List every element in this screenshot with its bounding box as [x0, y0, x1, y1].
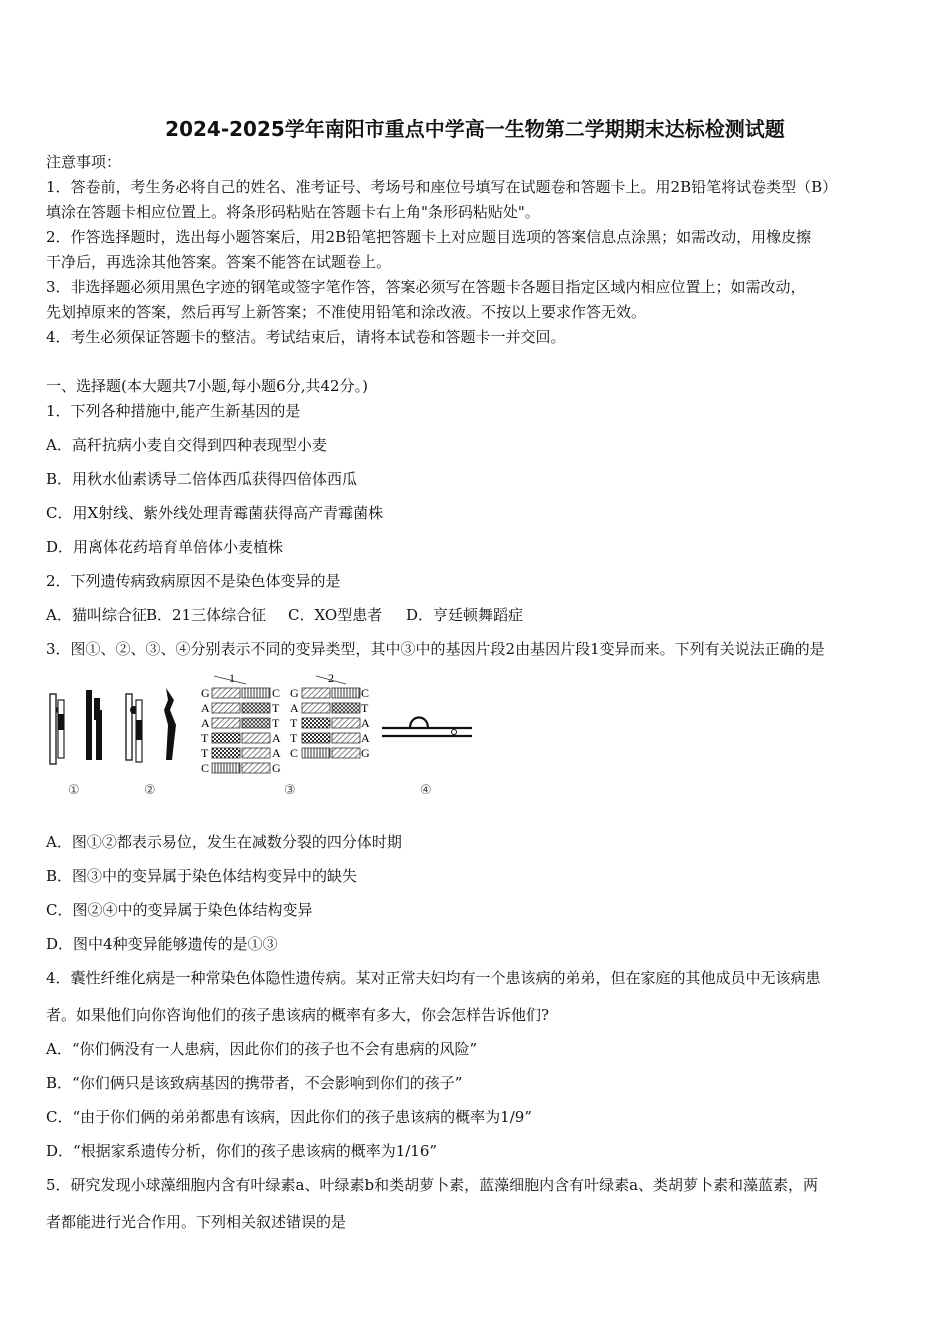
base2-left-5: C — [290, 746, 299, 760]
notice-line-7: 4．考生必须保证答题卡的整洁。考试结束后，请将本试卷和答题卡一并交回。 — [46, 328, 566, 346]
q2-option-c: C．XO型患者 — [288, 606, 383, 624]
q2-option-a: A．猫叫综合征 — [46, 606, 147, 624]
q4-option-c: C．“由于你们俩的弟弟都患有该病，因此你们的孩子患该病的概率为1/9” — [46, 1108, 532, 1126]
base-left-6: C — [201, 761, 210, 775]
base-left-1: G — [201, 686, 210, 700]
q3-option-d: D．图中4种变异能够遗传的是①③ — [46, 935, 278, 953]
base-left-3: A — [201, 716, 210, 730]
q1-option-b: B．用秋水仙素诱导二倍体西瓜获得四倍体西瓜 — [46, 470, 358, 488]
base2-left-3: T — [290, 716, 298, 730]
base-right-3: T — [272, 716, 280, 730]
base-right-5: A — [272, 746, 281, 760]
q4-stem-line-1: 4．囊性纤维化病是一种常染色体隐性遗传病。某对正常夫妇均有一个患该病的弟弟，但在家庭的其他成员中无该病患 — [46, 969, 821, 987]
q1-option-a: A．高秆抗病小麦自交得到四种表现型小麦 — [46, 436, 327, 454]
q5-stem-line-1: 5．研究发现小球藻细胞内含有叶绿素a、叶绿素b和类胡萝卜素，蓝藻细胞内含有叶绿素a、类胡萝卜素和藻蓝素，两 — [46, 1176, 819, 1194]
figure-label-4: ④ — [420, 783, 432, 798]
q1-stem: 1．下列各种措施中,能产生新基因的是 — [46, 402, 301, 420]
q2-option-d: D．亨廷顿舞蹈症 — [406, 606, 524, 624]
q1-option-d: D．用离体花药培育单倍体小麦植株 — [46, 538, 284, 556]
page-title: 2024-2025学年南阳市重点中学高一生物第二学期期末达标检测试题 — [165, 117, 785, 141]
q2-stem: 2．下列遗传病致病原因不是染色体变异的是 — [46, 572, 341, 590]
notice-line-4: 干净后，再选涂其他答案。答案不能答在试题卷上。 — [46, 253, 392, 271]
q5-stem-line-2: 者都能进行光合作用。下列相关叙述错误的是 — [46, 1213, 347, 1231]
q4-option-a: A．“你们俩没有一人患病，因此你们的孩子也不会有患病的风险” — [46, 1040, 478, 1058]
base2-left-1: G — [290, 686, 299, 700]
base2-right-3: A — [361, 716, 370, 730]
q4-option-b: B．“你们俩只是该致病基因的携带者，不会影响到你们的孩子” — [46, 1074, 463, 1092]
q4-stem-line-2: 者。如果他们向你咨询他们的孩子患该病的概率有多大，你会怎样告诉他们? — [46, 1006, 550, 1024]
notice-line-3: 2．作答选择题时，选出每小题答案后，用2B铅笔把答题卡上对应题目选项的答案信息点涂黑；如需改动，用橡皮擦 — [46, 228, 812, 246]
notice-heading: 注意事项： — [46, 153, 122, 171]
base-left-5: T — [201, 746, 209, 760]
chromosome-pair-2 — [126, 688, 176, 762]
notice-line-6: 先划掉原来的答案，然后再写上新答案；不准使用铅笔和涂改液。不按以上要求作答无效。 — [46, 303, 647, 321]
base2-right-1: C — [361, 686, 370, 700]
segment-1-label: 1 — [229, 671, 235, 685]
figure-label-3: ③ — [284, 783, 296, 798]
q4-option-d: D．“根据家系遗传分析，你们的孩子患该病的概率为1/16” — [46, 1142, 438, 1160]
base2-right-4: A — [361, 731, 370, 745]
q3-option-c: C．图②④中的变异属于染色体结构变异 — [46, 901, 313, 919]
base-left-4: T — [201, 731, 209, 745]
base2-left-4: T — [290, 731, 298, 745]
figure-label-1: ① — [68, 783, 80, 798]
q3-stem: 3．图①、②、③、④分别表示不同的变异类型，其中③中的基因片段2由基因片段1变异而来。下列有关说法正确的是 — [46, 640, 825, 658]
section-heading: 一、选择题(本大题共7小题,每小题6分,共42分。) — [46, 377, 368, 395]
base-right-6: G — [272, 761, 281, 775]
q1-option-c: C．用X射线、紫外线处理青霉菌获得高产青霉菌株 — [46, 504, 384, 522]
base2-left-2: A — [290, 701, 299, 715]
base2-right-2: T — [361, 701, 369, 715]
chromosome-pair-1 — [50, 690, 102, 764]
variation-diagram — [46, 670, 476, 802]
q3-option-a: A．图①②都表示易位，发生在减数分裂的四分体时期 — [46, 833, 402, 851]
q3-option-b: B．图③中的变异属于染色体结构变异中的缺失 — [46, 867, 358, 885]
figure-label-2: ② — [144, 783, 156, 798]
base-right-4: A — [272, 731, 281, 745]
variation-figure — [46, 670, 476, 802]
dna-segment-2 — [290, 671, 370, 760]
base-right-1: C — [272, 686, 281, 700]
chromosome-loop-4 — [382, 718, 472, 737]
segment-2-label: 2 — [328, 671, 334, 685]
q2-options — [46, 605, 523, 625]
base-left-2: A — [201, 701, 210, 715]
notice-line-1: 1．答卷前，考生务必将自己的姓名、准考证号、考场号和座位号填写在试题卷和答题卡上。用2B铅笔将试卷类型（B） — [46, 178, 838, 196]
base2-right-5: G — [361, 746, 370, 760]
q2-option-b: B．21三体综合征 — [146, 606, 267, 624]
dna-segment-1 — [201, 671, 281, 775]
notice-line-5: 3．非选择题必须用黑色字迹的钢笔或签字笔作答，答案必须写在答题卡各题目指定区域内相应位置上；如需改动， — [46, 278, 806, 296]
notice-line-2: 填涂在答题卡相应位置上。将条形码粘贴在答题卡右上角"条形码粘贴处"。 — [46, 203, 540, 221]
base-right-2: T — [272, 701, 280, 715]
